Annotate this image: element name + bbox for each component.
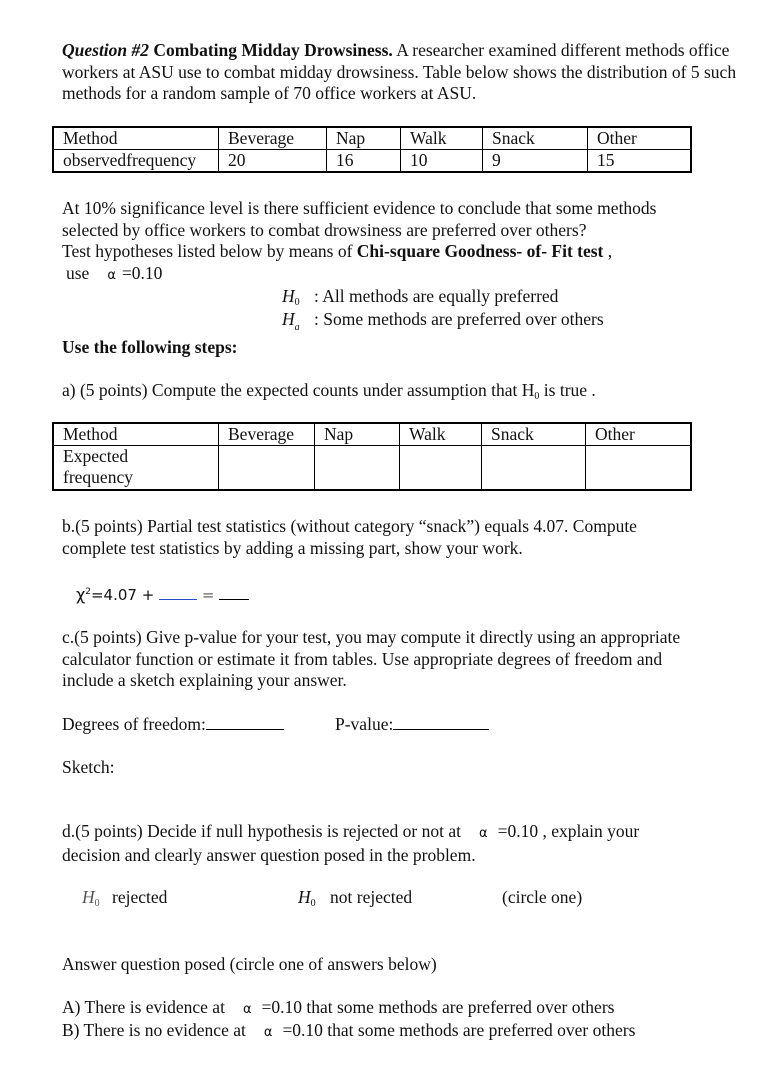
h0-subscript: 0 <box>294 297 300 308</box>
table-cell: 20 <box>219 150 327 173</box>
row-label-line: Expected <box>63 446 129 466</box>
h-letter: H <box>282 286 295 306</box>
question-title: Combating Midday Drowsiness. <box>153 40 393 60</box>
h-letter: H <box>82 887 95 907</box>
question-line <box>62 241 752 263</box>
missing-part-blank[interactable] <box>159 583 197 600</box>
h-letter: H <box>298 887 311 907</box>
alpha-symbol: α <box>242 1002 252 1017</box>
use-label: use <box>66 262 90 283</box>
ha-subscript: a <box>294 322 300 333</box>
table-header-cell: Other <box>588 127 692 150</box>
table-header-cell: Nap <box>315 423 400 446</box>
circle-one-note: (circle one) <box>502 887 583 907</box>
table-header-cell: Method <box>53 423 219 446</box>
question-intro <box>62 40 752 105</box>
observed-frequency-table <box>52 126 692 173</box>
expected-cell-nap[interactable] <box>315 446 400 490</box>
df-field <box>62 713 284 736</box>
chi-symbol: χ <box>76 585 86 604</box>
expected-frequency-table <box>52 422 692 491</box>
alpha-symbol: α <box>479 826 488 841</box>
table-header-cell: Snack <box>483 127 588 150</box>
question-line: At 10% significance level is there sufficient evidence to conclude that some methods <box>62 198 657 218</box>
alpha-symbol: α <box>107 267 116 283</box>
pvalue-blank[interactable] <box>393 713 489 730</box>
h0-subscript: 0 <box>94 898 100 909</box>
part-d-text-pre: d.(5 points) Decide if null hypothesis is rejected or not at <box>62 821 462 841</box>
total-statistic-blank[interactable] <box>219 583 249 600</box>
option-h0-not-rejected[interactable] <box>298 887 412 912</box>
intro-text: A researcher examined different methods office workers at ASU use to combat midday drowsiness. Table below shows the distribution of 5 such methods for a random sample of 70 office workers at ASU. <box>62 40 737 103</box>
question-text-part: , <box>603 241 613 261</box>
part-d-line: decision and clearly answer question posed in the problem. <box>62 844 476 865</box>
answer-b-post: =0.10 that some methods are preferred over others <box>282 1020 636 1040</box>
pvalue-field <box>335 713 489 736</box>
table-header-cell: Method <box>53 127 219 150</box>
table-row-label <box>53 446 219 490</box>
sketch-label: Sketch: <box>62 757 115 777</box>
table-header-cell: Beverage <box>219 127 327 150</box>
part-a-text <box>62 380 752 405</box>
answer-option-a[interactable] <box>62 997 752 1021</box>
part-b-text <box>62 516 752 559</box>
df-blank[interactable] <box>206 713 284 730</box>
not-rejected-label: not rejected <box>330 887 413 907</box>
row-label-line: frequency <box>63 467 133 487</box>
test-name: Chi-square Goodness- of- Fit test <box>356 241 604 261</box>
pvalue-label: P-value: <box>335 714 394 734</box>
alpha-line <box>62 263 752 287</box>
steps-heading: Use the following steps: <box>62 337 238 357</box>
alpha-symbol: α <box>263 1025 273 1040</box>
table-header-cell: Beverage <box>219 423 315 446</box>
table-row <box>53 423 691 446</box>
h0-text: : All methods are equally preferred <box>314 286 559 306</box>
expected-cell-walk[interactable] <box>400 446 482 490</box>
ha-text: : Some methods are preferred over others <box>314 309 604 329</box>
h-letter: H <box>282 309 295 329</box>
table-cell: 15 <box>588 150 692 173</box>
alternative-hypothesis <box>282 309 604 334</box>
part-d-text-post: =0.10 , explain your <box>497 821 640 841</box>
table-header-cell: Nap <box>327 127 401 150</box>
part-c-line: calculator function or estimate it from tables. Use appropriate degrees of freedom and <box>62 648 663 669</box>
chi-square-equation <box>76 582 249 607</box>
h0-subscript: 0 <box>310 898 316 909</box>
h0-subscript: 0 <box>534 391 540 402</box>
question-line: selected by office workers to combat drowsiness are preferred over others? <box>62 219 587 240</box>
answer-a-text: A) There is evidence at <box>62 997 225 1017</box>
part-a-text-pre: a) (5 points) Compute the expected counts under assumption that H <box>62 380 535 400</box>
chi-superscript: 2 <box>85 587 91 597</box>
part-b-line: complete test statistics by adding a missing part, show your work. <box>62 537 523 558</box>
question-text <box>62 198 752 286</box>
part-c-text <box>62 627 752 692</box>
table-header-cell: Walk <box>401 127 483 150</box>
expected-cell-other[interactable] <box>586 446 692 490</box>
answer-prompt: Answer question posed (circle one of answers below) <box>62 954 437 974</box>
equation-text: =4.07 + <box>90 586 155 604</box>
null-hypothesis <box>282 286 558 311</box>
table-row <box>53 150 691 173</box>
option-h0-rejected[interactable] <box>82 887 167 912</box>
part-b-line: b.(5 points) Partial test statistics (without category “snack”) equals 4.07. Compute <box>62 516 637 536</box>
part-c-line: include a sketch explaining your answer. <box>62 670 347 690</box>
table-row-label: observedfrequency <box>53 150 219 173</box>
rejected-label: rejected <box>112 887 168 907</box>
table-row <box>53 446 691 490</box>
expected-cell-snack[interactable] <box>482 446 586 490</box>
answer-a-post: =0.10 that some methods are preferred over others <box>261 997 615 1017</box>
question-text-part: Test hypotheses listed below by means of <box>62 241 357 261</box>
table-header-cell: Snack <box>482 423 586 446</box>
part-c-line: c.(5 points) Give p-value for your test, you may compute it directly using an appropriate <box>62 627 681 647</box>
table-cell: 16 <box>327 150 401 173</box>
table-row <box>53 127 691 150</box>
part-a-text-post: is true . <box>539 380 596 400</box>
part-d-line <box>62 821 752 845</box>
answer-b-text: B) There is no evidence at <box>62 1020 246 1040</box>
table-cell: 10 <box>401 150 483 173</box>
equals-sign: = <box>201 586 215 604</box>
answer-option-b[interactable] <box>62 1020 752 1044</box>
table-cell: 9 <box>483 150 588 173</box>
df-label: Degrees of freedom: <box>62 714 206 734</box>
question-number: Question #2 <box>62 40 150 60</box>
alpha-value: =0.10 <box>121 262 163 283</box>
part-d-text <box>62 821 752 866</box>
table-header-cell: Other <box>586 423 692 446</box>
table-header-cell: Walk <box>400 423 482 446</box>
expected-cell-beverage[interactable] <box>219 446 315 490</box>
